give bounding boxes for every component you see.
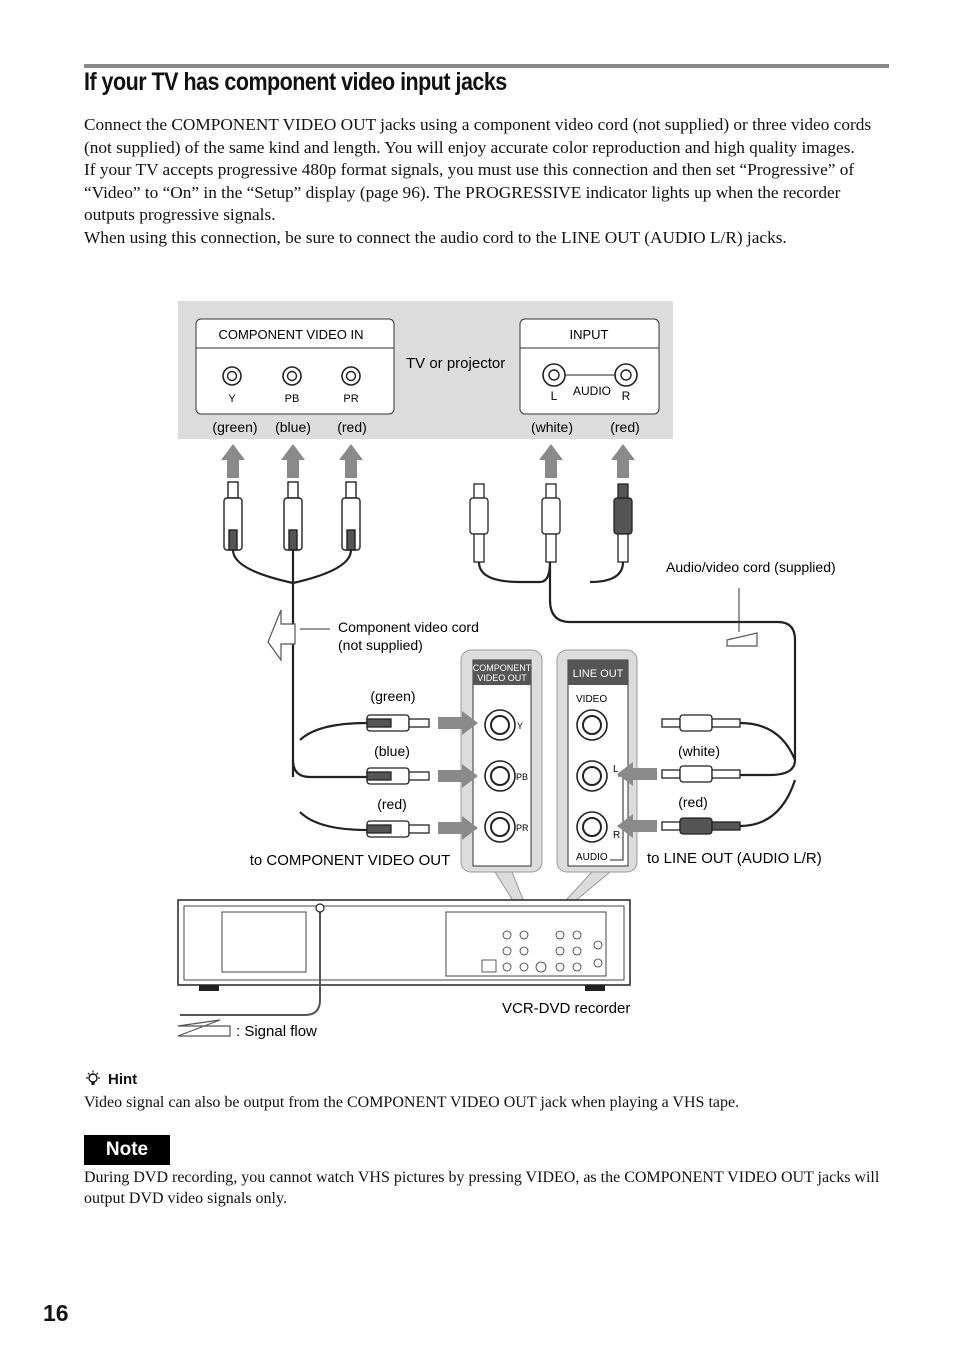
rec-r-label: R <box>613 830 621 841</box>
tv-color-green: (green) <box>212 419 258 435</box>
paragraph: When using this connection, be sure to connect the audio cord to the LINE OUT (AUDIO L/R) jacks. <box>84 227 787 247</box>
section-title: If your TV has component video input jacks <box>84 68 507 96</box>
to-lineout-label: to LINE OUT (AUDIO L/R) <box>647 850 822 867</box>
note-badge: Note <box>84 1135 170 1165</box>
rec-audio-l-jack <box>577 761 607 791</box>
tv-panel <box>178 301 673 439</box>
component-cord-label-1: Component video cord <box>338 619 479 635</box>
plug-green <box>224 482 242 550</box>
body-text <box>84 114 894 250</box>
recorder-component-panel <box>461 650 542 872</box>
lightbulb-icon <box>84 1070 102 1088</box>
rec-jack-y <box>485 710 515 740</box>
hint-text: Video signal can also be output from the COMPONENT VIDEO OUT jack when playing a VHS tape. <box>84 1094 740 1111</box>
note-text: During DVD recording, you cannot watch VHS pictures by pressing VIDEO, as the COMPONENT VIDEO OUT jacks will output DVD video signals only. <box>84 1169 880 1207</box>
rec-jack-label-pr: PR <box>516 823 529 833</box>
rec-jack-pb <box>485 761 515 791</box>
av-cord-label: Audio/video cord (supplied) <box>666 559 836 575</box>
signal-arrows-up <box>221 444 635 478</box>
hint-label: Hint <box>108 1070 138 1088</box>
signal-flow-arrow-left <box>727 633 757 646</box>
component-video-in-title: COMPONENT VIDEO IN <box>218 327 364 342</box>
plug-red-top <box>614 484 632 562</box>
tv-audio-label: AUDIO <box>572 384 612 398</box>
tv-audio-r-jack <box>615 364 637 386</box>
plug-blue <box>284 482 302 550</box>
connection-diagram <box>0 290 954 1050</box>
plug-red <box>342 482 360 550</box>
recorder-rear-jacks <box>446 912 606 976</box>
tv-l-label: L <box>550 389 558 403</box>
page-number: 16 <box>43 1300 69 1326</box>
tv-jack-label-y: Y <box>228 393 236 405</box>
component-plugs-top <box>224 482 360 550</box>
rec-audio-r-jack <box>577 812 607 842</box>
av-plugs-bottom <box>662 715 740 834</box>
component-plugs-bottom <box>367 715 429 837</box>
tv-color-red: (red) <box>337 419 367 435</box>
tv-jack-label-pb: PB <box>284 393 300 405</box>
line-out-title: LINE OUT <box>572 668 624 680</box>
component-video-out-title-1: COMPONENT <box>472 663 532 673</box>
recorder-lineout-panel <box>557 650 637 872</box>
tv-device-label: TV or projector <box>406 355 506 372</box>
component-cord-label-2: (not supplied) <box>338 637 423 653</box>
hint-heading <box>84 1070 137 1088</box>
signal-flow-legend-label: : Signal flow <box>236 1023 317 1040</box>
paragraph: If your TV accepts progressive 480p format signals, you must use this connection and then set “Progressive” of “Video” to “On” in the “Setup” display (page 96). The PROGRESSIVE indicator lights up when the recorder outputs progressive signals. <box>84 160 855 225</box>
tv-color-red-audio: (red) <box>610 419 640 435</box>
tv-input-title: INPUT <box>569 327 609 342</box>
signal-flow-legend-arrow <box>178 1020 230 1036</box>
rec-color-red-audio: (red) <box>678 794 708 810</box>
rec-jack-label-pb: PB <box>516 772 529 782</box>
rec-jack-pr <box>485 812 515 842</box>
rec-color-white: (white) <box>677 743 721 759</box>
recorder-label: VCR-DVD recorder <box>502 1000 631 1017</box>
paragraph: Connect the COMPONENT VIDEO OUT jacks using a component video cord (not supplied) or three video cords (not supplied) of the same kind and length. You will enjoy accurate color reproduction and high quality images. <box>84 115 872 157</box>
rec-video-jack <box>577 710 607 740</box>
tv-color-white: (white) <box>530 419 574 435</box>
line-out-video-label: VIDEO <box>576 694 608 705</box>
rec-color-red: (red) <box>377 796 407 812</box>
vcr-dvd-recorder <box>178 900 630 1015</box>
tv-r-label: R <box>621 389 631 403</box>
component-video-out-title-2: VIDEO OUT <box>477 673 527 683</box>
to-component-label: to COMPONENT VIDEO OUT <box>249 852 451 869</box>
plug-yellow-top <box>470 484 488 562</box>
rec-jack-label-y: Y <box>517 721 524 731</box>
tv-jack-label-pr: PR <box>343 393 359 405</box>
av-plugs-top <box>470 484 632 562</box>
tv-audio-l-jack <box>543 364 565 386</box>
tv-color-blue: (blue) <box>275 419 311 435</box>
plug-white-top <box>542 484 560 562</box>
line-out-audio-label: AUDIO <box>576 852 608 863</box>
rec-color-green: (green) <box>370 688 416 704</box>
signal-flow-arrow-up <box>268 610 295 660</box>
rec-l-label: L <box>613 764 619 775</box>
rec-color-blue: (blue) <box>374 743 410 759</box>
